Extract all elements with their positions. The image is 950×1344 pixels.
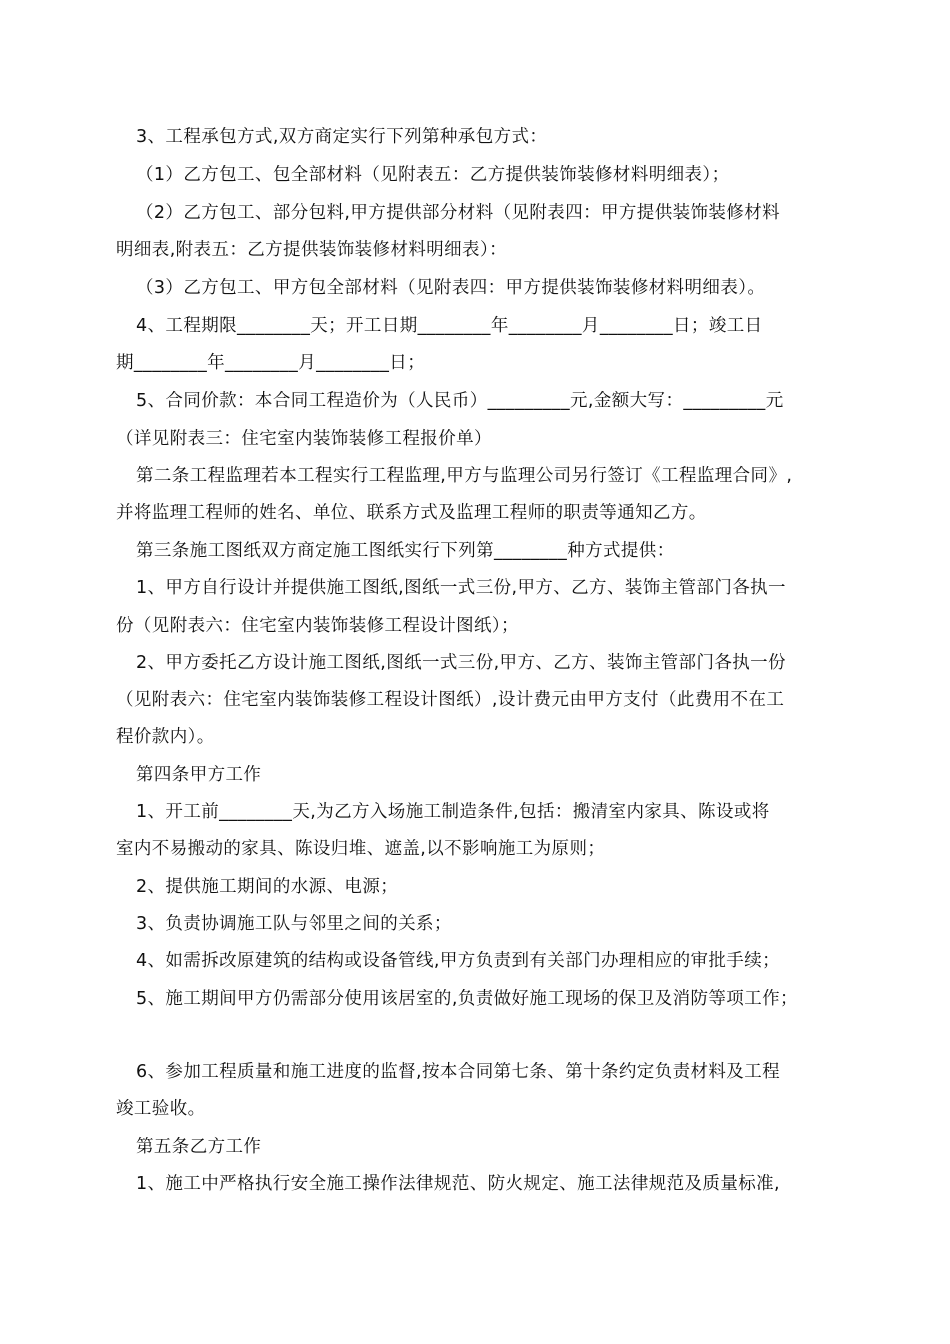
text-line: 竣工验收。 (116, 1099, 206, 1119)
section-heading: 第五条乙方工作 (136, 1137, 262, 1157)
text-line: 5、施工期间甲方仍需部分使用该居室的,负责做好施工现场的保卫及消防等项工作； (136, 989, 798, 1009)
text-line: （3）乙方包工、甲方包全部材料（见附表四：甲方提供装饰装修材料明细表）。 (136, 278, 766, 298)
text-line: 3、负责协调施工队与邻里之间的关系； (136, 914, 452, 934)
text-line: 6、参加工程质量和施工进度的监督,按本合同第七条、第十条约定负责材料及工程 (136, 1062, 780, 1082)
text-line: （2）乙方包工、部分包料,甲方提供部分材料（见附表四：甲方提供装饰装修材料 (136, 203, 780, 223)
text-line: 第二条工程监理若本工程实行工程监理,甲方与监理公司另行签订《工程监理合同》, (136, 466, 793, 486)
text-line: 期________年________月________日； (116, 353, 426, 373)
text-line: 3、工程承包方式,双方商定实行下列第种承包方式： (136, 127, 548, 147)
text-line: 并将监理工程师的姓名、单位、联系方式及监理工程师的职责等通知乙方。 (116, 503, 707, 523)
text-line: （1）乙方包工、包全部材料（见附表五：乙方提供装饰装修材料明细表）； (136, 165, 730, 185)
text-line: 1、开工前________天,为乙方入场施工制造条件,包括：搬清室内家具、陈设或将 (136, 802, 770, 822)
text-line: 室内不易搬动的家具、陈设归堆、遮盖,以不影响施工为原则； (116, 839, 606, 859)
text-line: （详见附表三：住宅室内装饰装修工程报价单） (116, 429, 492, 449)
section-heading: 第四条甲方工作 (136, 765, 262, 785)
text-line: 2、甲方委托乙方设计施工图纸,图纸一式三份,甲方、乙方、装饰主管部门各执一份 (136, 653, 786, 673)
text-line: 程价款内）。 (116, 727, 215, 747)
text-line: 份（见附表六：住宅室内装饰装修工程设计图纸）； (116, 616, 519, 636)
text-line: 4、工程期限________天；开工日期________年________月________日；竣工日 (136, 316, 763, 336)
text-line: 第三条施工图纸双方商定施工图纸实行下列第________种方式提供： (136, 541, 675, 561)
text-line: 4、如需拆改原建筑的结构或设备管线,甲方负责到有关部门办理相应的审批手续； (136, 951, 780, 971)
text-line: 1、施工中严格执行安全施工操作法律规范、防火规定、施工法律规范及质量标准, (136, 1174, 780, 1194)
text-line: （见附表六：住宅室内装饰装修工程设计图纸）,设计费元由甲方支付（此费用不在工 (116, 690, 785, 710)
text-line: 2、提供施工期间的水源、电源； (136, 877, 399, 897)
text-line: 5、合同价款：本合同工程造价为（人民币）_________元,金额大写：_________元 (136, 391, 784, 411)
text-line: 1、甲方自行设计并提供施工图纸,图纸一式三份,甲方、乙方、装饰主管部门各执一 (136, 578, 786, 598)
text-line: 明细表,附表五：乙方提供装饰装修材料明细表）： (116, 240, 508, 260)
